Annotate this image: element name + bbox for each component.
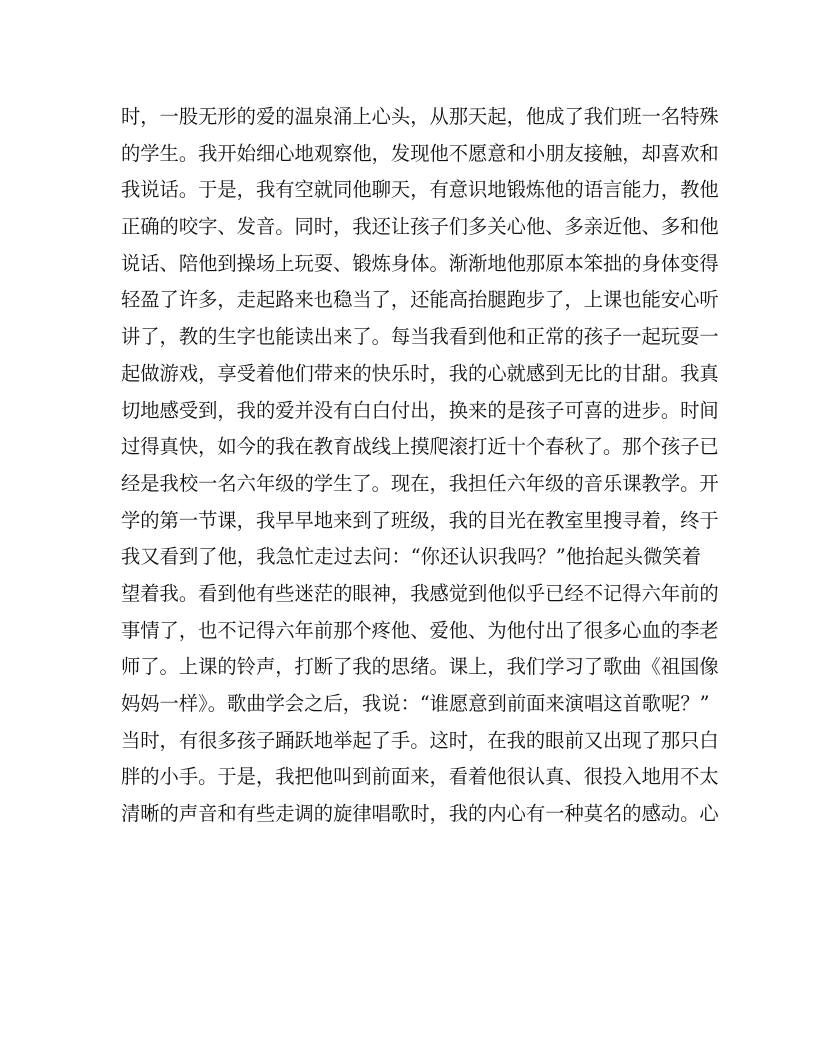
- text-line: 轻盈了许多，走起路来也稳当了，还能高抬腿跑步了，上课也能安心听: [121, 288, 719, 312]
- text-line: 清晰的声音和有些走调的旋律唱歌时，我的内心有一种莫名的感动。心: [121, 802, 719, 826]
- text-line: 切地感受到，我的爱并没有白白付出，换来的是孩子可喜的进步。时间: [121, 398, 719, 422]
- text-line: 学的第一节课，我早早地来到了班级，我的目光在教室里搜寻着，终于: [121, 508, 719, 532]
- text-line: 望着我。看到他有些迷茫的眼神，我感觉到他似乎已经不记得六年前的: [121, 581, 719, 605]
- text-line: 讲了，教的生字也能读出来了。每当我看到他和正常的孩子一起玩耍一: [121, 325, 719, 349]
- text-line: 师了。上课的铃声，打断了我的思绪。课上，我们学习了歌曲《祖国像: [121, 655, 719, 679]
- body-text: [121, 99, 719, 833]
- text-line: 时，一股无形的爱的温泉涌上心头，从那天起，他成了我们班一名特殊: [121, 105, 719, 128]
- text-line: 的学生。我开始细心地观察他，发现他不愿意和小朋友接触，却喜欢和: [121, 141, 719, 165]
- text-line: 我又看到了他，我急忙走过去问：“你还认识我吗？”他抬起头微笑着: [121, 545, 701, 569]
- text-line: 起做游戏，享受着他们带来的快乐时，我的心就感到无比的甘甜。我真: [121, 361, 719, 385]
- text-line: 我说话。于是，我有空就同他聊天，有意识地锻炼他的语言能力，教他: [121, 178, 719, 202]
- text-line: 正确的咬字、发音。同时，我还让孩子们多关心他、多亲近他、多和他: [121, 215, 719, 239]
- text-line: 经是我校一名六年级的学生了。现在，我担任六年级的音乐课教学。开: [121, 471, 719, 495]
- text-line: 过得真快，如今的我在教育战线上摸爬滚打近十个春秋了。那个孩子已: [121, 435, 719, 459]
- text-line: 胖的小手。于是，我把他叫到前面来，看着他很认真、很投入地用不太: [121, 765, 719, 789]
- text-line: 说话、陪他到操场上玩耍、锻炼身体。渐渐地他那原本笨拙的身体变得: [121, 251, 719, 275]
- text-line: 事情了，也不记得六年前那个疼他、爱他、为他付出了很多心血的李老: [121, 618, 719, 642]
- text-line: 当时，有很多孩子踊跃地举起了手。这时，在我的眼前又出现了那只白: [121, 728, 719, 752]
- text-line: 妈妈一样》。歌曲学会之后，我说：“谁愿意到前面来演唱这首歌呢？”: [121, 692, 710, 715]
